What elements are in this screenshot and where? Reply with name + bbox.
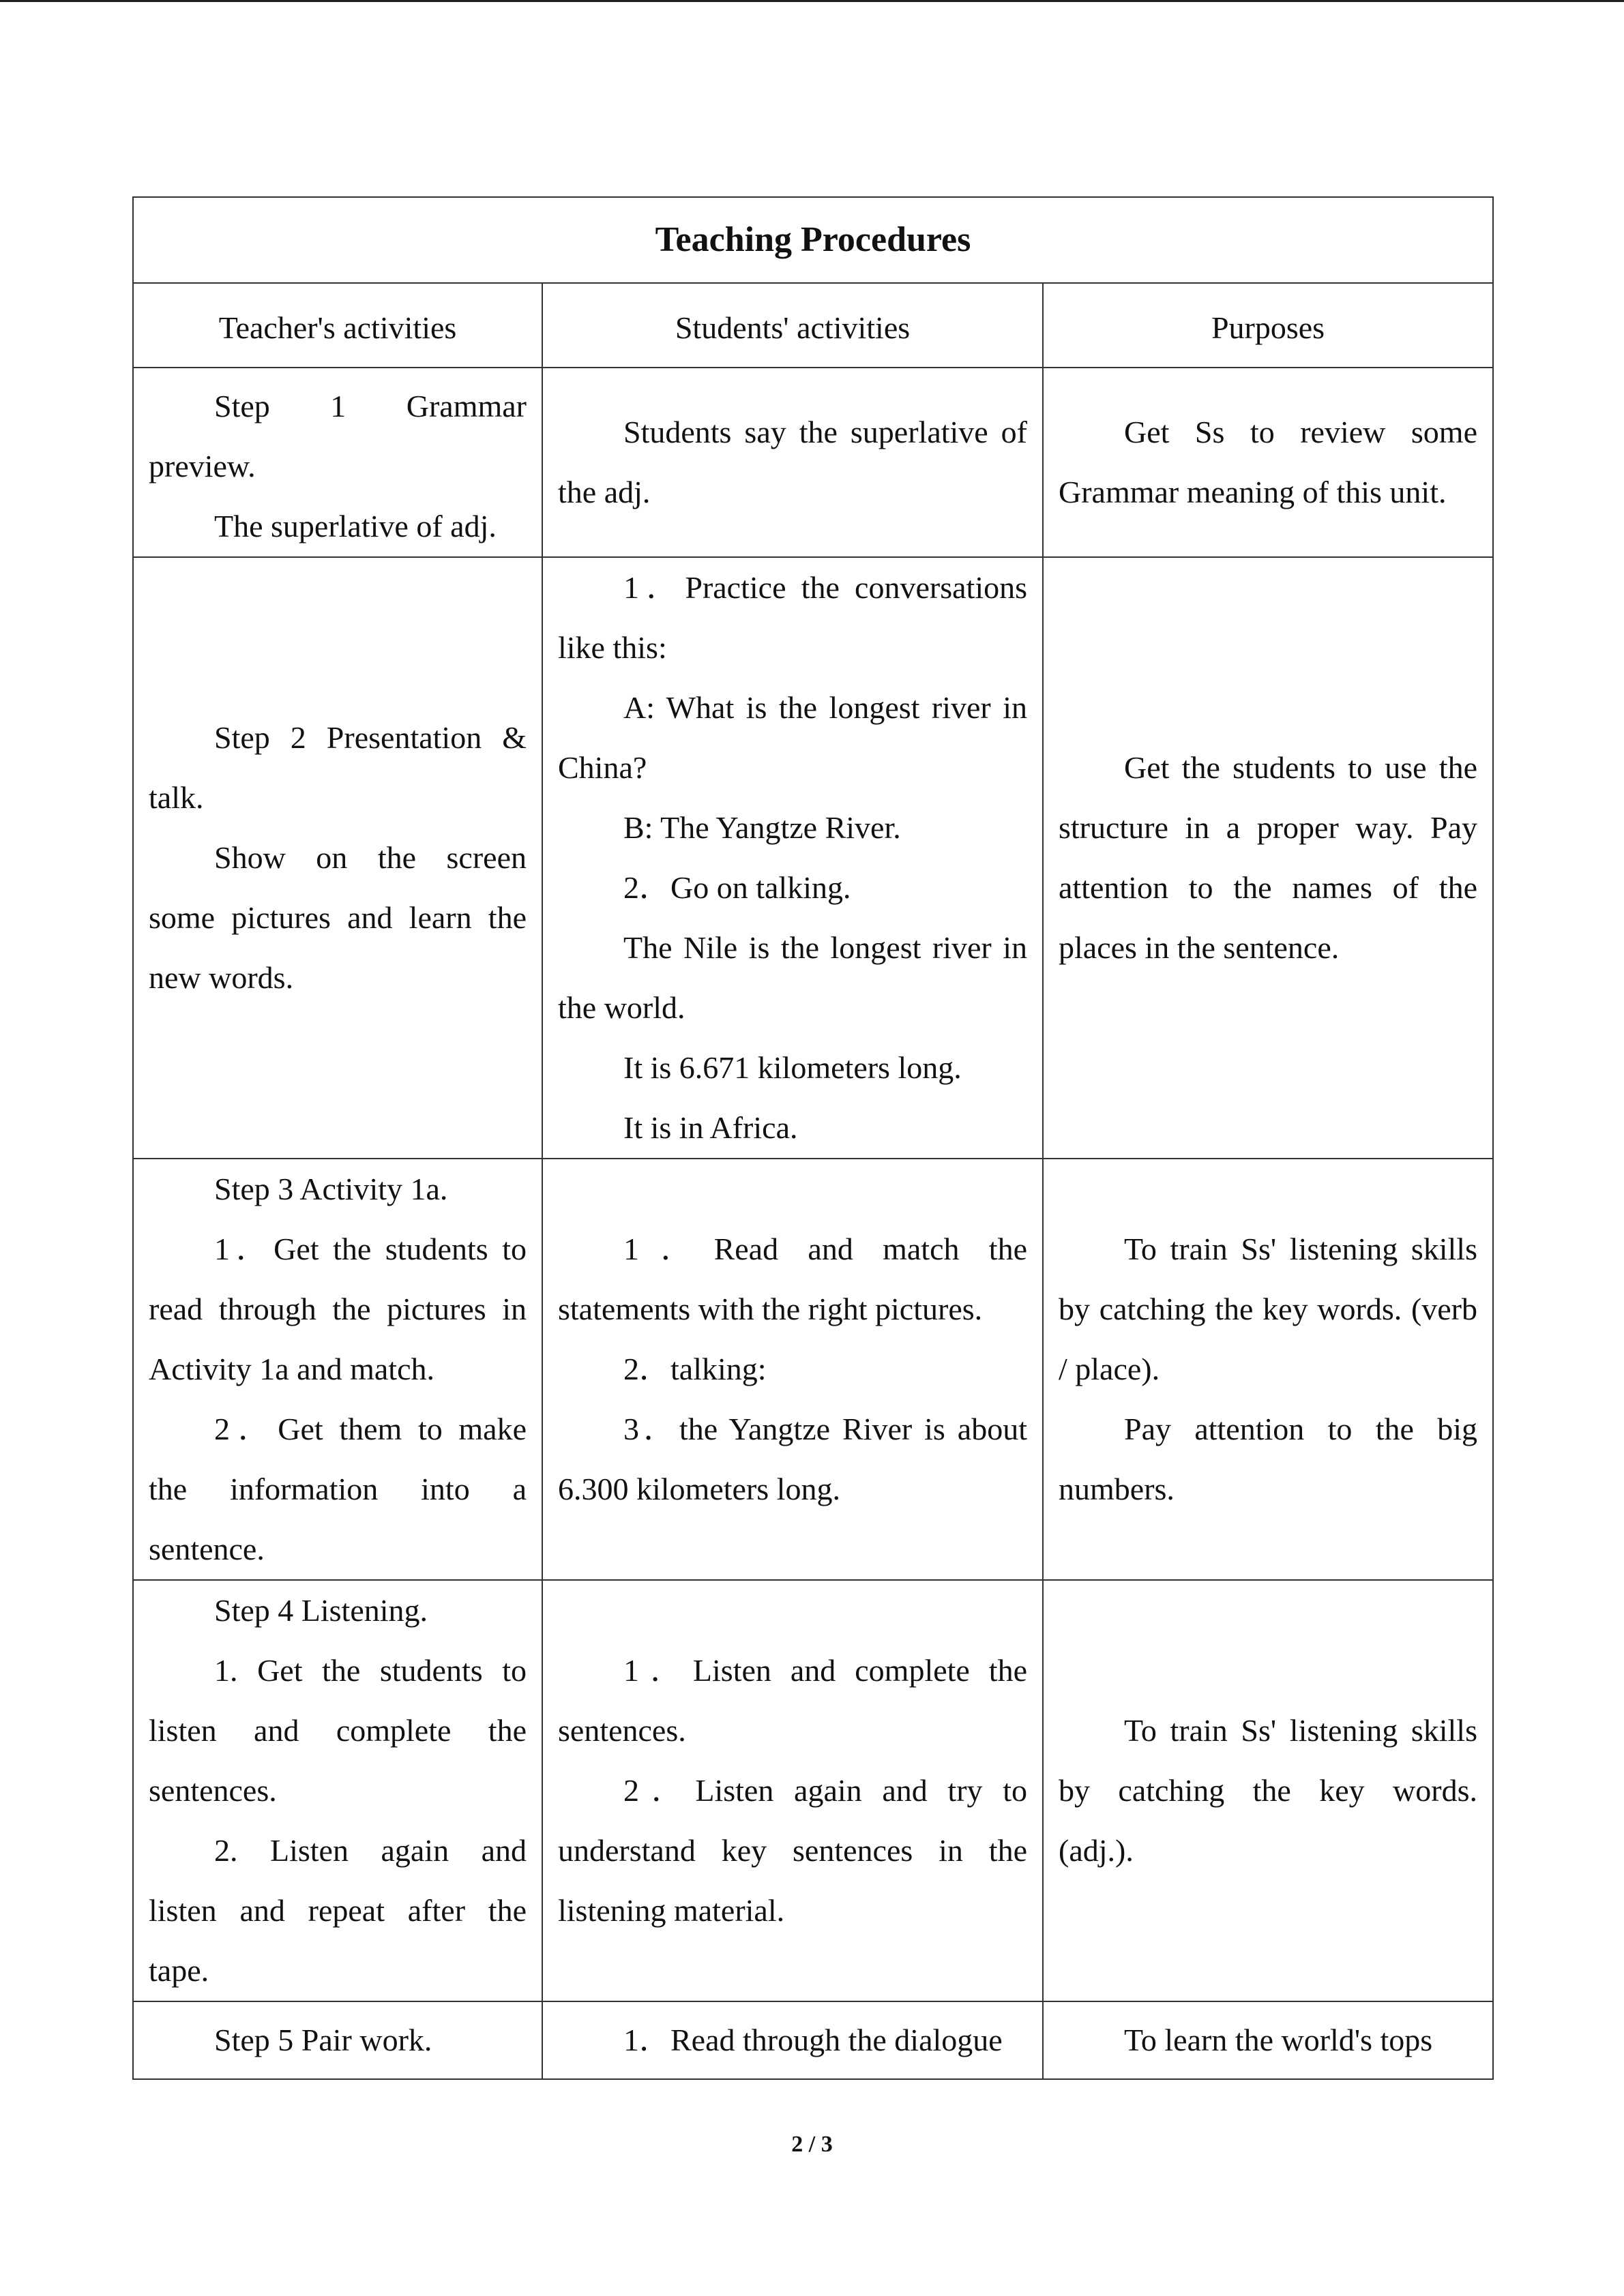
table-title: Teaching Procedures xyxy=(133,197,1493,283)
cell-paragraph: The Nile is the longest river in the world. xyxy=(558,930,1027,1025)
header-purposes: Purposes xyxy=(1043,283,1493,368)
students-cell xyxy=(542,2001,1043,2079)
cell-paragraph: To train Ss' listening skills by catching the key words. (adj.). xyxy=(1059,1713,1477,1868)
cell-paragraph: 2．Listen again and try to understand key sentences in the listening material. xyxy=(558,1773,1027,1928)
table-header-row xyxy=(133,283,1493,368)
cell-paragraph: 2．Get them to make the information into a sentence. xyxy=(149,1412,527,1566)
table-title-row xyxy=(133,197,1493,283)
cell-paragraph: Students say the superlative of the adj. xyxy=(558,415,1027,509)
cell-paragraph: A: What is the longest river in China? xyxy=(558,690,1027,785)
cell-paragraph: Step 4 Listening. xyxy=(214,1593,428,1628)
cell-paragraph: Get the students to use the structure in a proper way. Pay attention to the names of the places in the sentence. xyxy=(1059,750,1477,965)
page-number: 2 / 3 xyxy=(791,2132,833,2157)
purposes-cell xyxy=(1043,2001,1493,2079)
cell-paragraph: 2．talking: xyxy=(623,1352,767,1386)
table-row xyxy=(133,1159,1493,1580)
students-cell xyxy=(542,1580,1043,2001)
cell-paragraph: The superlative of adj. xyxy=(214,509,497,543)
cell-paragraph: Get Ss to review some Grammar meaning of this unit. xyxy=(1059,415,1477,509)
purposes-cell xyxy=(1043,368,1493,557)
students-cell xyxy=(542,1159,1043,1580)
cell-paragraph: 1．Read and match the statements with the right pictures. xyxy=(558,1232,1027,1326)
table-row xyxy=(133,2001,1493,2079)
purposes-cell xyxy=(1043,1159,1493,1580)
cell-paragraph: Show on the screen some pictures and learn the new words. xyxy=(149,840,527,995)
table-row xyxy=(133,557,1493,1159)
cell-paragraph: To train Ss' listening skills by catching the key words. (verb / place). xyxy=(1059,1232,1477,1386)
header-students-activities: Students' activities xyxy=(542,283,1043,368)
cell-paragraph: Step 2 Presentation & talk. xyxy=(149,720,527,815)
cell-paragraph: It is in Africa. xyxy=(623,1110,798,1145)
teaching-procedures-table xyxy=(132,196,1494,2080)
cell-paragraph: 1．Listen and complete the sentences. xyxy=(558,1653,1027,1748)
page-top-border xyxy=(0,0,1624,2)
cell-paragraph: 2. Listen again and listen and repeat after the tape. xyxy=(149,1833,527,1988)
cell-paragraph: Pay attention to the big numbers. xyxy=(1059,1412,1477,1506)
cell-paragraph: Step 1 Grammar preview. xyxy=(149,389,527,483)
cell-paragraph: 2．Go on talking. xyxy=(623,870,851,905)
cell-paragraph: 3．the Yangtze River is about 6.300 kilometers long. xyxy=(558,1412,1027,1506)
cell-paragraph: Step 5 Pair work. xyxy=(214,2023,432,2057)
table-row xyxy=(133,1580,1493,2001)
purposes-cell xyxy=(1043,557,1493,1159)
cell-paragraph: 1．Get the students to read through the pictures in Activity 1a and match. xyxy=(149,1232,527,1386)
teacher-cell xyxy=(133,2001,542,2079)
students-cell xyxy=(542,557,1043,1159)
cell-paragraph: It is 6.671 kilometers long. xyxy=(623,1050,962,1085)
header-teacher-activities: Teacher's activities xyxy=(133,283,542,368)
table-row xyxy=(133,368,1493,557)
cell-paragraph: To learn the world's tops xyxy=(1124,2023,1433,2057)
cell-paragraph: B: The Yangtze River. xyxy=(623,810,901,845)
students-cell xyxy=(542,368,1043,557)
cell-paragraph: Step 3 Activity 1a. xyxy=(214,1172,448,1206)
teacher-cell xyxy=(133,557,542,1159)
purposes-cell xyxy=(1043,1580,1493,2001)
teacher-cell xyxy=(133,1159,542,1580)
teacher-cell xyxy=(133,1580,542,2001)
cell-paragraph: 1．Read through the dialogue xyxy=(623,2023,1003,2057)
cell-paragraph: 1．Practice the conversations like this: xyxy=(558,570,1027,665)
teacher-cell xyxy=(133,368,542,557)
cell-paragraph: 1. Get the students to listen and complete the sentences. xyxy=(149,1653,527,1808)
